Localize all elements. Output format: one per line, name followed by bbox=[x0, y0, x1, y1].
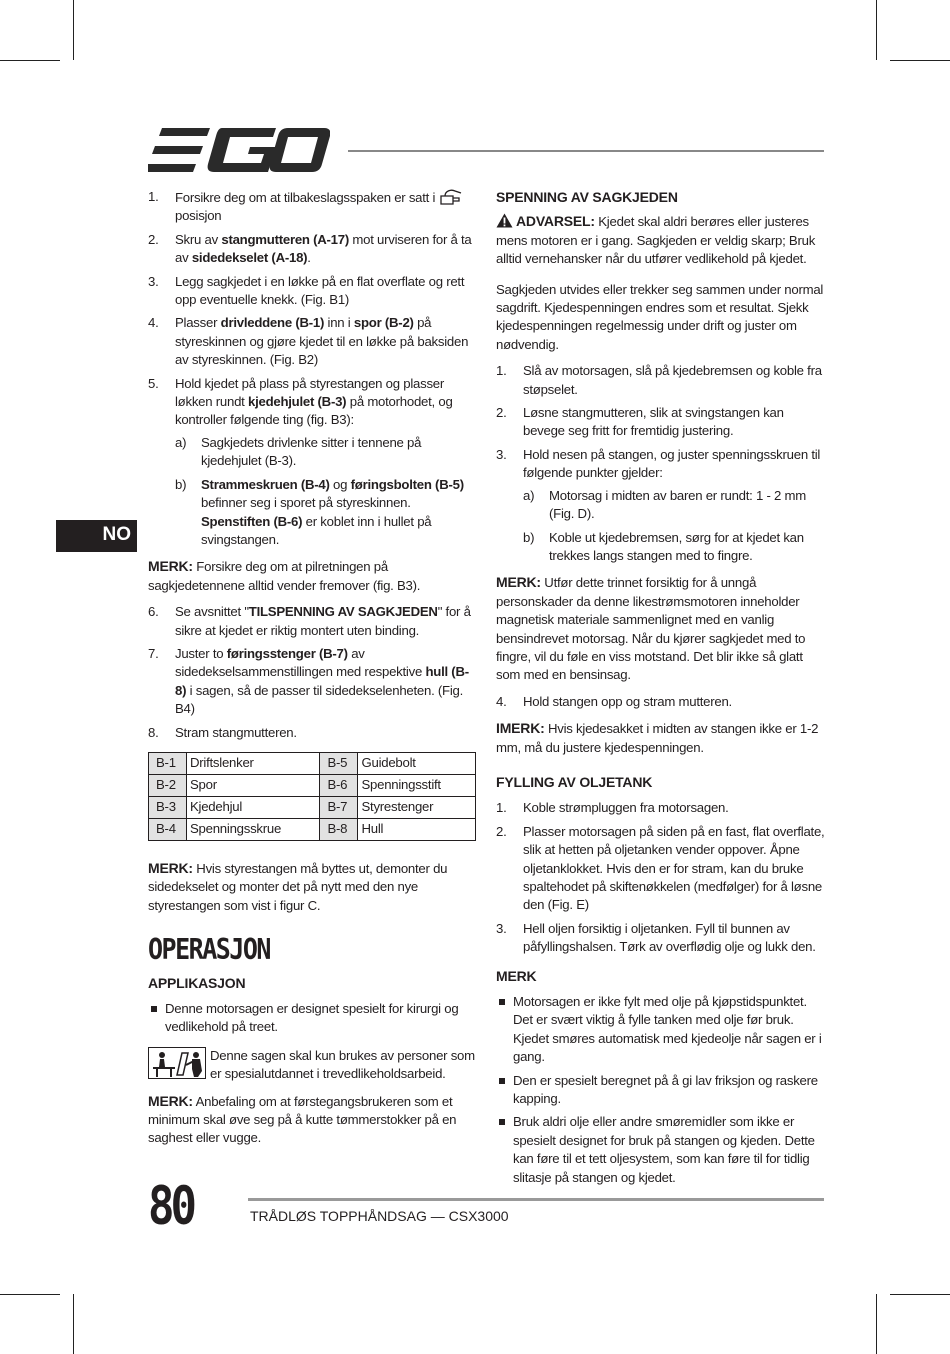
subsection-title: SPENNING AV SAGKJEDEN bbox=[496, 189, 678, 205]
footer-rule bbox=[248, 1198, 824, 1201]
page-number: 80 bbox=[148, 1176, 193, 1238]
part-code: B-2 bbox=[149, 774, 187, 796]
part-name: Spor bbox=[187, 774, 320, 796]
left-column bbox=[148, 188, 478, 1156]
item-number: 8. bbox=[148, 724, 159, 740]
note: IMERK: Hvis kjedesakket i midten av stangen ikke er 1-2 mm, må du justere kjedespenningen. bbox=[496, 720, 819, 755]
subsection-title: MERK bbox=[496, 967, 537, 984]
table-row bbox=[149, 818, 476, 840]
list-item: 1. Forsikre deg om at tilbakeslagsspaken er satt i posisjon bbox=[148, 188, 478, 226]
tension-steps bbox=[496, 362, 826, 565]
item-number: 3. bbox=[148, 273, 159, 289]
trained-operator-icon bbox=[148, 1047, 206, 1079]
list-item: 1. Slå av motorsagen, slå på kjedebremsen og koble fra støpselet. bbox=[496, 363, 822, 397]
part-code: B-7 bbox=[320, 796, 358, 818]
ego-logo bbox=[148, 128, 330, 172]
sub-item: a) Motorsag i midten av baren er rundt: 1 - 2 mm (Fig. D). bbox=[523, 487, 807, 522]
list-item: 2. Løsne stangmutteren, slik at svingstangen kan bevege seg fritt for fremtidig justering. bbox=[496, 405, 784, 439]
sub-item-letter: a) bbox=[523, 487, 535, 503]
item-number: 6. bbox=[148, 604, 159, 620]
table-row bbox=[149, 752, 476, 774]
sub-item: a) Sagkjedets drivlenke sitter i tennene på kjedehjulet (B-3). bbox=[175, 434, 422, 469]
crop-mark bbox=[73, 0, 74, 60]
assembly-steps bbox=[148, 188, 478, 549]
crop-mark bbox=[890, 1294, 950, 1295]
part-name: Driftslenker bbox=[187, 752, 320, 774]
list-item: 8. Stram stangmutteren. bbox=[148, 724, 478, 742]
note: MERK: Hvis styrestangen må byttes ut, demonter du sidedekselet og monter det på nytt med den nye styrestangen som vist i figur C. bbox=[148, 859, 448, 913]
sub-item-letter: a) bbox=[175, 434, 187, 450]
table-row bbox=[149, 796, 476, 818]
list-item: 7. Juster to føringsstenger (B-7) av sidedekselsammenstillingen med respektive hull (B-8) i sagen, så de passer til sidedekselenheten. (Fig. B4) bbox=[148, 645, 469, 717]
note: MERK: Utfør dette trinnet forsiktig for å unngå personskader da denne likestrømsmotoren inneholder magnetisk materiale sammenlignet med en vanlig bensindrevet motorsag. Når du kjører sagkjedet med to fingre, vil du føle en viss motstand. Det blir ikke så glatt som med en bensinsag. bbox=[496, 574, 806, 683]
right-column bbox=[496, 188, 826, 1195]
part-code: B-6 bbox=[320, 774, 358, 796]
sub-item-letter: b) bbox=[523, 529, 535, 545]
item-number: 1. bbox=[496, 800, 507, 816]
part-code: B-4 bbox=[149, 818, 187, 840]
item-number: 2. bbox=[496, 823, 507, 839]
bullet-square-icon bbox=[499, 1078, 505, 1084]
sub-item-letter: b) bbox=[175, 476, 187, 492]
list-item: 2. Skru av stangmutteren (A-17) mot urviseren for å ta av sidedekselet (A-18). bbox=[148, 231, 472, 266]
oil-notes bbox=[496, 993, 826, 1187]
footer-title: TRÅDLØS TOPPHÅNDSAG — CSX3000 bbox=[250, 1208, 509, 1224]
bullet-square-icon bbox=[499, 1119, 505, 1125]
table-row bbox=[149, 774, 476, 796]
intro-paragraph: Sagkjeden utvides eller trekker seg sammen under normal sagdrift. Kjedespenningen endres som et resultat. Sjekk kjedespenningen regelmessig under drift og juster om nødvendig. bbox=[496, 281, 824, 352]
crop-mark bbox=[876, 0, 877, 60]
part-name: Kjedehjul bbox=[187, 796, 320, 818]
language-tab: NO bbox=[56, 520, 137, 552]
section-title: OPERASJON bbox=[148, 932, 270, 967]
header-rule bbox=[348, 150, 824, 152]
part-code: B-5 bbox=[320, 752, 358, 774]
item-number: 4. bbox=[148, 315, 159, 331]
hand-guard-icon bbox=[439, 188, 463, 206]
crop-mark bbox=[73, 1294, 74, 1354]
bullet-item: Bruk aldri olje eller andre smøremidler som ikke er spesielt designet for bruk på stangen og kjeden. Dette kan føre til et tett oljesystem, som kan føre til for tidlig slitasje på stangen og kjedet. bbox=[496, 1113, 826, 1187]
note: MERK: Anbefaling om at førstegangsbrukeren som et minimum skal øve seg på å kutte tømmerstokker på en saghest eller vugge. bbox=[148, 1092, 457, 1146]
list-item: 4. Plasser drivleddene (B-1) inn i spor (B-2) på styreskinnen og gjøre kjedet til en løkke på baksiden av styreskinnen. (Fig. B2) bbox=[148, 315, 469, 368]
list-item: 4. Hold stangen opp og stram mutteren. bbox=[496, 693, 826, 711]
list-item: 1. Koble strømpluggen fra motorsagen. bbox=[496, 799, 826, 817]
parts-table bbox=[148, 752, 476, 841]
part-code: B-8 bbox=[320, 818, 358, 840]
bullet-item: Denne motorsagen er designet spesielt for kirurgi og vedlikehold på treet. bbox=[148, 1000, 478, 1037]
part-code: B-3 bbox=[149, 796, 187, 818]
application-bullets bbox=[148, 1000, 478, 1037]
list-item: 6. Se avsnittet "TILSPENNING AV SAGKJEDEN" for å sikre at kjedet er riktig montert uten binding. bbox=[148, 604, 471, 638]
training-notice-text: Denne sagen skal kun brukes av personer som er spesialutdannet i trevedlikeholdsarbeid. bbox=[210, 1047, 475, 1082]
list-item: 5. Hold kjedet på plass på styrestangen og plasser løkken rundt kjedehjulet (B-3) på motorhodet, og kontroller følgende ting (fig. B3): a) Sagkjedets drivlenke sitter i tennene på kjedehjulet (B-3). b) Strammeskruen (B-4) og føringsbolten (B-5) befinner seg i sporet på styreskinnen. Spenstiften (B-6) er koblet inn i hullet på svingstangen. bbox=[148, 375, 478, 550]
part-code: B-1 bbox=[149, 752, 187, 774]
item-number: 5. bbox=[148, 375, 159, 391]
crop-mark bbox=[876, 1294, 877, 1354]
note: MERK: Forsikre deg om at pilretningen på sagkjedetennene alltid vender fremover (fig. B3). bbox=[148, 558, 421, 593]
item-number: 4. bbox=[496, 693, 507, 709]
list-item: 2. Plasser motorsagen på siden på en fast, flat overflate, slik at hetten på oljetanken vender oppover. Åpne oljetanklokket. Hvis den er for stram, kan du bruke spaltehodet på skiftenøkkelen (medfølger) for å løsne den (Fig. E) bbox=[496, 823, 825, 913]
part-name: Hull bbox=[358, 818, 476, 840]
bullet-item: Den er spesielt beregnet på å gi lav friksjon og raskere kapping. bbox=[496, 1072, 826, 1109]
item-number: 3. bbox=[496, 920, 507, 936]
warning: ADVARSEL: Kjedet skal aldri berøres eller justeres mens motoren er i gang. Sagkjeden er veldig skarp; Bruk alltid vernehansker når du utfører vedlikehold på kjedet. bbox=[496, 213, 816, 267]
part-name: Styrestenger bbox=[358, 796, 476, 818]
oil-fill-steps bbox=[496, 799, 826, 956]
item-number: 3. bbox=[496, 446, 507, 462]
crop-mark bbox=[0, 1294, 60, 1295]
bullet-square-icon bbox=[151, 1006, 157, 1012]
warning-triangle-icon bbox=[496, 213, 513, 228]
bullet-square-icon bbox=[499, 999, 505, 1005]
assembly-steps-continued bbox=[148, 603, 478, 742]
part-name: Spenningsstift bbox=[358, 774, 476, 796]
item-number: 1. bbox=[496, 363, 507, 379]
item-number: 1. bbox=[148, 189, 159, 204]
item-number: 7. bbox=[148, 645, 159, 661]
tension-steps-continued bbox=[496, 693, 826, 711]
list-item: 3. Legg sagkjedet i en løkke på en flat overflate og rett opp eventuelle knekk. (Fig. B1) bbox=[148, 273, 465, 308]
part-name: Guidebolt bbox=[358, 752, 476, 774]
subsection-title: FYLLING AV OLJETANK bbox=[496, 773, 653, 790]
item-number: 2. bbox=[148, 231, 159, 247]
subsection-title: APPLIKASJON bbox=[148, 974, 246, 991]
part-name: Spenningsskrue bbox=[187, 818, 320, 840]
item-number: 2. bbox=[496, 405, 507, 421]
sub-item: b) Strammeskruen (B-4) og føringsbolten (B-5) befinner seg i sporet på styreskinnen. Spenstiften (B-6) er koblet inn i hullet på svingstangen. bbox=[175, 476, 464, 547]
crop-mark bbox=[0, 60, 60, 61]
crop-mark bbox=[890, 60, 950, 61]
training-notice bbox=[148, 1047, 478, 1084]
list-item: 3. Hold nesen på stangen, og juster spenningsskruen til følgende punkter gjelder: a) Motorsag i midten av baren er rundt: 1 - 2 mm (Fig. D). b) Koble ut kjedebremsen, sørg for at kjedet kan trekkes langs stangen med to fingre. bbox=[496, 446, 826, 565]
list-item: 3. Hell oljen forsiktig i oljetanken. Fyll til bunnen av påfyllingshalsen. Tørk av overflødig olje og lukk den. bbox=[496, 920, 816, 955]
sub-item: b) Koble ut kjedebremsen, sørg for at kjedet kan trekkes langs stangen med to fingre. bbox=[523, 529, 804, 563]
bullet-item: Motorsagen er ikke fylt med olje på kjøpstidspunktet. Det er svært viktig å fylle tanken med olje før bruk. Kjedet smøres automatisk med kjedeolje når sagen er i gang. bbox=[496, 993, 826, 1067]
